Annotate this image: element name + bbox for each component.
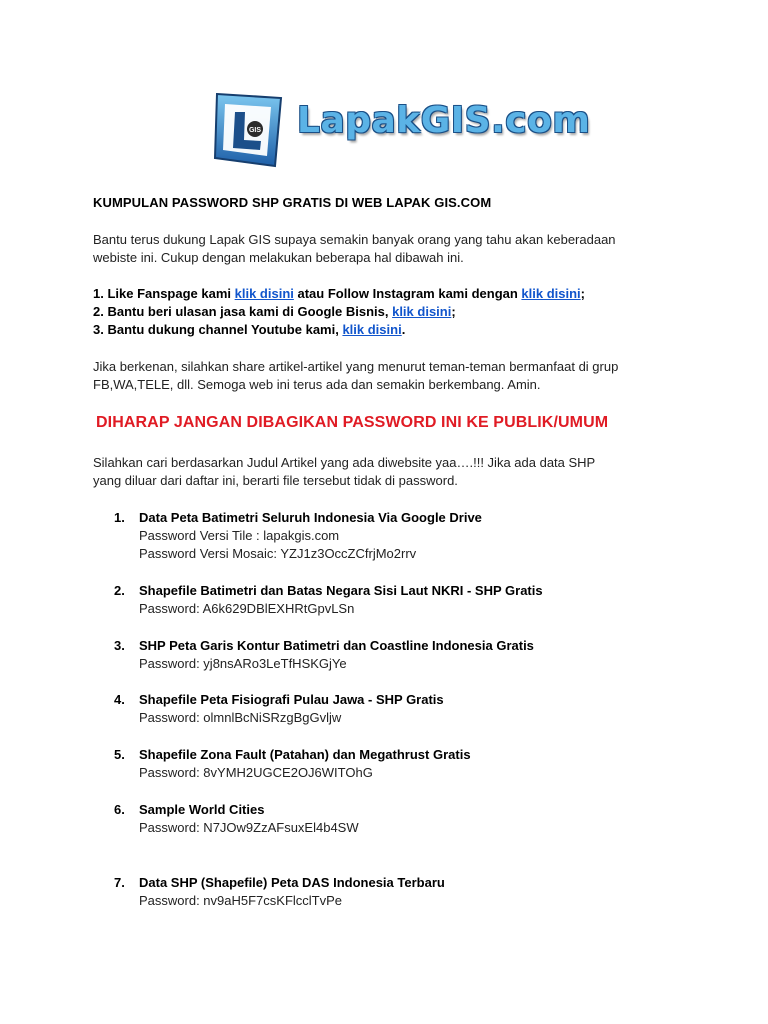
support-steps [93,285,585,339]
item-password: Password: 8vYMH2UGCE2OJ6WITOhG [139,765,373,780]
logo-emblem-icon [211,88,295,172]
logo-badge-text: GIS [248,127,262,134]
item-password: Password: N7JOw9ZzAFsuxEl4b4SW [139,820,359,835]
item-title: Shapefile Batimetri dan Batas Negara Sisi Laut NKRI - SHP Gratis [139,583,543,598]
item-number: 6. [114,802,125,817]
step-2-text: 2. Bantu beri ulasan jasa kami di Google Bisnis, [93,304,393,319]
step-3-end: . [401,322,406,337]
item-password-mosaic: Password Versi Mosaic: YZJ1z3OccZCfrjMo2rrv [139,546,417,561]
step-2-google-link[interactable]: klik disini [392,304,452,319]
search-note-paragraph [93,454,693,490]
search-note-line-1: Silahkan cari berdasarkan Judul Artikel yang ada diwebsite yaa….!!! Jika ada data SHP [93,455,596,470]
item-title: SHP Peta Garis Kontur Batimetri dan Coastline Indonesia Gratis [139,638,534,653]
step-2 [93,303,585,321]
intro-line-2: webiste ini. Cukup dengan melakukan beberapa hal dibawah ini. [93,250,464,265]
item-title: Shapefile Zona Fault (Patahan) dan Megathrust Gratis [139,747,471,762]
step-3-youtube-link[interactable]: klik disini [342,322,402,337]
step-1-end: ; [580,286,586,301]
item-title: Sample World Cities [139,802,265,817]
share-line-2: FB,WA,TELE, dll. Semoga web ini terus ada dan semakin berkembang. Amin. [93,377,541,392]
item-number: 7. [114,875,125,890]
item-number: 2. [114,583,125,598]
intro-paragraph [93,231,693,267]
step-1-instagram-link[interactable]: klik disini [521,286,581,301]
warning-heading: DIHARAP JANGAN DIBAGIKAN PASSWORD INI KE PUBLIK/UMUM [96,414,609,431]
item-password: Password: yj8nsARo3LeTfHSKGjYe [139,656,347,671]
search-note-line-2: yang diluar dari daftar ini, berarti file tersebut tidak di password. [93,473,458,488]
page-heading: KUMPULAN PASSWORD SHP GRATIS DI WEB LAPAK GIS.COM [93,195,492,210]
step-1-text: 1. Like Fanspage kami [93,286,235,301]
item-title: Data SHP (Shapefile) Peta DAS Indonesia Terbaru [139,875,445,890]
item-number: 1. [114,510,125,525]
item-number: 3. [114,638,125,653]
share-paragraph [93,358,693,394]
step-2-end: ; [451,304,456,319]
item-number: 4. [114,692,125,707]
step-1-middle-text: atau Follow Instagram kami dengan [293,286,522,301]
item-password: Password: nv9aH5F7csKFlcclTvPe [139,893,343,908]
item-title: Data Peta Batimetri Seluruh Indonesia Via Google Drive [139,510,482,525]
step-1 [93,285,585,303]
logo-wordmark: LapakGIS.com [297,100,591,141]
step-3-text: 3. Bantu dukung channel Youtube kami, [93,322,343,337]
item-number: 5. [114,747,125,762]
share-line-1: Jika berkenan, silahkan share artikel-artikel yang menurut teman-teman bermanfaat di grup [93,359,619,374]
intro-line-1: Bantu terus dukung Lapak GIS supaya semakin banyak orang yang tahu akan keberadaan [93,232,616,247]
item-password: Password: A6k629DBlEXHRtGpvLSn [139,601,355,616]
step-1-fanspage-link[interactable]: klik disini [234,286,294,301]
step-3 [93,321,585,339]
item-password-tile: Password Versi Tile : lapakgis.com [139,528,340,543]
item-title: Shapefile Peta Fisiografi Pulau Jawa - SHP Gratis [139,692,444,707]
lapakgis-logo [211,88,591,172]
item-password: Password: olmnlBcNiSRzgBgGvljw [139,710,342,725]
